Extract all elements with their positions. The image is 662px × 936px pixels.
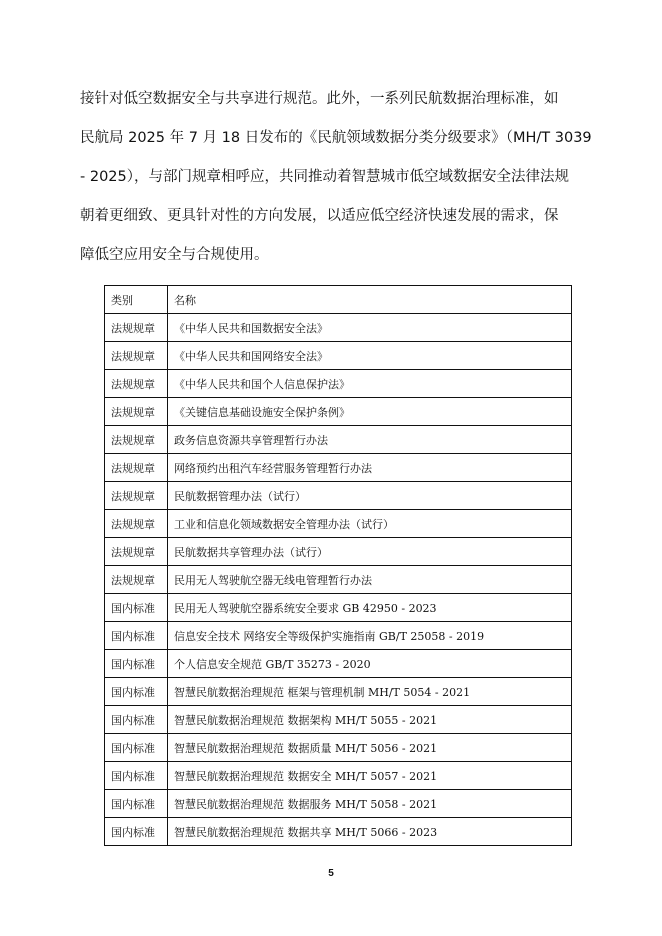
table-header-row [105, 286, 572, 314]
name-cell: 个人信息安全规范 GB/T 35273 - 2020 [168, 650, 572, 678]
name-cell: 网络预约出租汽车经营服务管理暂行办法 [168, 454, 572, 482]
name-cell: 《中华人民共和国个人信息保护法》 [168, 370, 572, 398]
table-row [105, 426, 572, 454]
name-cell: 智慧民航数据治理规范 数据共享 MH/T 5066 - 2023 [168, 818, 572, 846]
name-cell: 智慧民航数据治理规范 数据安全 MH/T 5057 - 2021 [168, 762, 572, 790]
name-cell: 《中华人民共和国数据安全法》 [168, 314, 572, 342]
table-row [105, 594, 572, 622]
category-cell: 国内标准 [105, 818, 168, 846]
name-cell: 民航数据共享管理办法（试行） [168, 538, 572, 566]
category-cell: 法规规章 [105, 426, 168, 454]
regulations-table [104, 285, 572, 846]
category-cell: 法规规章 [105, 566, 168, 594]
category-cell: 国内标准 [105, 734, 168, 762]
table-row [105, 454, 572, 482]
category-cell: 法规规章 [105, 538, 168, 566]
table-row [105, 622, 572, 650]
name-cell: 民用无人驾驶航空器无线电管理暂行办法 [168, 566, 572, 594]
table-row [105, 482, 572, 510]
category-cell: 法规规章 [105, 454, 168, 482]
name-cell: 工业和信息化领域数据安全管理办法（试行） [168, 510, 572, 538]
name-cell: 智慧民航数据治理规范 数据服务 MH/T 5058 - 2021 [168, 790, 572, 818]
table-row [105, 342, 572, 370]
table-row [105, 398, 572, 426]
paragraph-line: 民航局 2025 年 7 月 18 日发布的《民航领域数据分类分级要求》（MH/T 3039 [80, 130, 592, 146]
name-cell: 信息安全技术 网络安全等级保护实施指南 GB/T 25058 - 2019 [168, 622, 572, 650]
name-cell: 政务信息资源共享管理暂行办法 [168, 426, 572, 454]
table-row [105, 538, 572, 566]
page-number: 5 [328, 868, 334, 879]
category-cell: 国内标准 [105, 622, 168, 650]
table-row [105, 566, 572, 594]
column-header-name: 名称 [168, 286, 572, 314]
paragraph-line: - 2025），与部门规章相呼应，共同推动着智慧城市低空域数据安全法律法规 [80, 169, 569, 185]
column-header-category: 类别 [105, 286, 168, 314]
category-cell: 法规规章 [105, 342, 168, 370]
category-cell: 法规规章 [105, 370, 168, 398]
category-cell: 国内标准 [105, 706, 168, 734]
name-cell: 智慧民航数据治理规范 框架与管理机制 MH/T 5054 - 2021 [168, 678, 572, 706]
name-cell: 民航数据管理办法（试行） [168, 482, 572, 510]
category-cell: 国内标准 [105, 790, 168, 818]
table-row [105, 706, 572, 734]
category-cell: 国内标准 [105, 678, 168, 706]
name-cell: 《中华人民共和国网络安全法》 [168, 342, 572, 370]
table-row [105, 510, 572, 538]
table-row [105, 678, 572, 706]
category-cell: 国内标准 [105, 762, 168, 790]
name-cell: 智慧民航数据治理规范 数据架构 MH/T 5055 - 2021 [168, 706, 572, 734]
table-row [105, 818, 572, 846]
table-row [105, 790, 572, 818]
table-row [105, 734, 572, 762]
name-cell: 《关键信息基础设施安全保护条例》 [168, 398, 572, 426]
table-row [105, 762, 572, 790]
category-cell: 法规规章 [105, 398, 168, 426]
table-row [105, 650, 572, 678]
table-row [105, 314, 572, 342]
category-cell: 法规规章 [105, 510, 168, 538]
category-cell: 法规规章 [105, 482, 168, 510]
paragraph-line: 障低空应用安全与合规使用。 [80, 247, 269, 263]
name-cell: 民用无人驾驶航空器系统安全要求 GB 42950 - 2023 [168, 594, 572, 622]
paragraph-line: 朝着更细致、更具针对性的方向发展，以适应低空经济快速发展的需求，保 [80, 208, 559, 224]
table-row [105, 370, 572, 398]
category-cell: 法规规章 [105, 314, 168, 342]
category-cell: 国内标准 [105, 594, 168, 622]
name-cell: 智慧民航数据治理规范 数据质量 MH/T 5056 - 2021 [168, 734, 572, 762]
paragraph-line: 接针对低空数据安全与共享进行规范。此外，一系列民航数据治理标准，如 [80, 91, 559, 107]
category-cell: 国内标准 [105, 650, 168, 678]
